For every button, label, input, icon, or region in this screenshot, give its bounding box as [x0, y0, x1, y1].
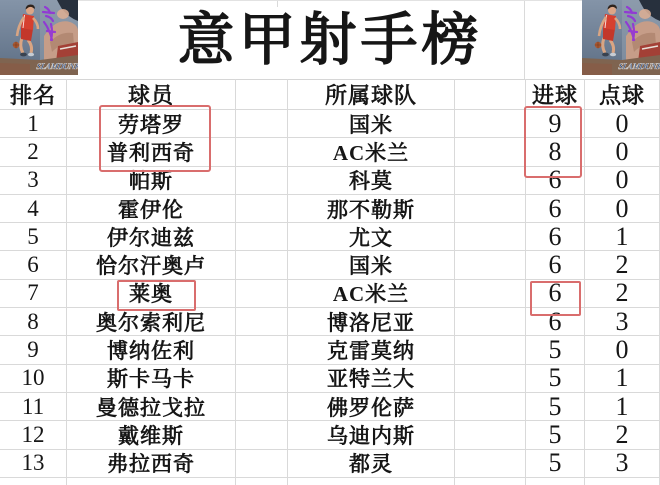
table-row	[0, 393, 660, 421]
rank-cell: 6	[0, 251, 67, 279]
goals-cell: 6	[526, 167, 585, 195]
spacer-cell	[455, 79, 526, 110]
corner-artwork-left	[0, 0, 78, 75]
penalty-cell: 3	[585, 308, 660, 336]
team-cell: 科莫	[288, 167, 455, 195]
player-cell: 霍伊伦	[67, 195, 236, 223]
rank-cell: 9	[0, 336, 67, 364]
title-band	[0, 0, 660, 80]
penalty-cell: 0	[585, 167, 660, 195]
rank-cell: 2	[0, 138, 67, 166]
team-cell: 克雷莫纳	[288, 336, 455, 364]
team-cell: 博洛尼亚	[288, 308, 455, 336]
goals-cell: 9	[526, 110, 585, 138]
penalty-cell: 0	[585, 336, 660, 364]
spacer-cell	[455, 195, 526, 223]
rank-cell: 11	[0, 393, 67, 421]
table-row	[0, 251, 660, 279]
spacer-cell	[455, 280, 526, 308]
header-rank: 排名	[0, 79, 67, 110]
player-cell: 伊尔迪兹	[67, 223, 236, 251]
team-cell: 乌迪内斯	[288, 421, 455, 449]
spacer-cell	[455, 110, 526, 138]
header-goals: 进球	[526, 79, 585, 110]
table-row	[0, 195, 660, 223]
team-cell: 尤文	[288, 223, 455, 251]
table-body	[0, 110, 660, 478]
goals-cell: 6	[526, 251, 585, 279]
spacer-cell	[455, 308, 526, 336]
spacer-cell	[455, 365, 526, 393]
table-row	[0, 280, 660, 308]
spacer-cell	[236, 450, 288, 478]
player-cell: 奥尔索利尼	[67, 308, 236, 336]
goals-cell: 8	[526, 138, 585, 166]
penalty-cell: 2	[585, 251, 660, 279]
team-cell: AC米兰	[288, 280, 455, 308]
team-cell: AC米兰	[288, 138, 455, 166]
page-title: 意甲射手榜	[177, 9, 483, 72]
partial-row	[0, 478, 660, 485]
penalty-cell: 1	[585, 365, 660, 393]
player-cell: 劳塔罗	[67, 110, 236, 138]
table-row	[0, 138, 660, 166]
spacer-cell	[236, 138, 288, 166]
spacer-cell	[236, 308, 288, 336]
penalty-cell: 1	[585, 393, 660, 421]
player-cell: 恰尔汗奥卢	[67, 251, 236, 279]
spacer-cell	[236, 421, 288, 449]
penalty-cell: 1	[585, 223, 660, 251]
table-row	[0, 308, 660, 336]
team-cell: 那不勒斯	[288, 195, 455, 223]
goals-cell: 5	[526, 421, 585, 449]
penalty-cell: 3	[585, 450, 660, 478]
team-cell: 国米	[288, 110, 455, 138]
team-cell: 佛罗伦萨	[288, 393, 455, 421]
team-cell: 国米	[288, 251, 455, 279]
rank-cell: 4	[0, 195, 67, 223]
spacer-cell	[236, 110, 288, 138]
header-team: 所属球队	[288, 79, 455, 110]
header-player: 球员	[67, 79, 236, 110]
spacer-cell	[236, 251, 288, 279]
goals-cell: 5	[526, 393, 585, 421]
player-cell: 莱奥	[67, 280, 236, 308]
corner-artwork-right	[582, 0, 660, 75]
table-row	[0, 336, 660, 364]
spacer-cell	[455, 421, 526, 449]
player-cell: 曼德拉戈拉	[67, 393, 236, 421]
goals-cell: 6	[526, 223, 585, 251]
table-row	[0, 223, 660, 251]
table-row	[0, 167, 660, 195]
rank-cell: 3	[0, 167, 67, 195]
rank-cell: 5	[0, 223, 67, 251]
rank-cell: 10	[0, 365, 67, 393]
spacer-cell	[236, 336, 288, 364]
spacer-cell	[236, 195, 288, 223]
goals-cell: 5	[526, 450, 585, 478]
spacer-cell	[455, 393, 526, 421]
player-cell: 戴维斯	[67, 421, 236, 449]
penalty-cell: 0	[585, 195, 660, 223]
spacer-cell	[455, 336, 526, 364]
player-cell: 博纳佐利	[67, 336, 236, 364]
rank-cell: 12	[0, 421, 67, 449]
spacer-cell	[455, 450, 526, 478]
spacer-cell	[455, 251, 526, 279]
spacer-cell	[455, 167, 526, 195]
penalty-cell: 0	[585, 110, 660, 138]
goals-cell: 5	[526, 365, 585, 393]
rank-cell: 8	[0, 308, 67, 336]
goals-cell: 5	[526, 336, 585, 364]
table-row	[0, 365, 660, 393]
team-cell: 亚特兰大	[288, 365, 455, 393]
player-cell: 弗拉西奇	[67, 450, 236, 478]
rank-cell: 1	[0, 110, 67, 138]
table-row	[0, 450, 660, 478]
penalty-cell: 2	[585, 421, 660, 449]
player-cell: 帕斯	[67, 167, 236, 195]
table-row	[0, 421, 660, 449]
spacer-cell	[236, 167, 288, 195]
spacer-cell	[236, 393, 288, 421]
team-cell: 都灵	[288, 450, 455, 478]
penalty-cell: 0	[585, 138, 660, 166]
goals-cell: 6	[526, 280, 585, 308]
spacer-cell	[455, 223, 526, 251]
spacer-cell	[236, 223, 288, 251]
header-penalty: 点球	[585, 79, 660, 110]
goals-cell: 6	[526, 308, 585, 336]
table-header-row	[0, 79, 660, 110]
goals-cell: 6	[526, 195, 585, 223]
player-cell: 普利西奇	[67, 138, 236, 166]
table-row	[0, 110, 660, 138]
spacer-cell	[236, 79, 288, 110]
spacer-cell	[236, 365, 288, 393]
spacer-cell	[236, 280, 288, 308]
penalty-cell: 2	[585, 280, 660, 308]
rank-cell: 7	[0, 280, 67, 308]
rank-cell: 13	[0, 450, 67, 478]
spacer-cell	[455, 138, 526, 166]
player-cell: 斯卡马卡	[67, 365, 236, 393]
